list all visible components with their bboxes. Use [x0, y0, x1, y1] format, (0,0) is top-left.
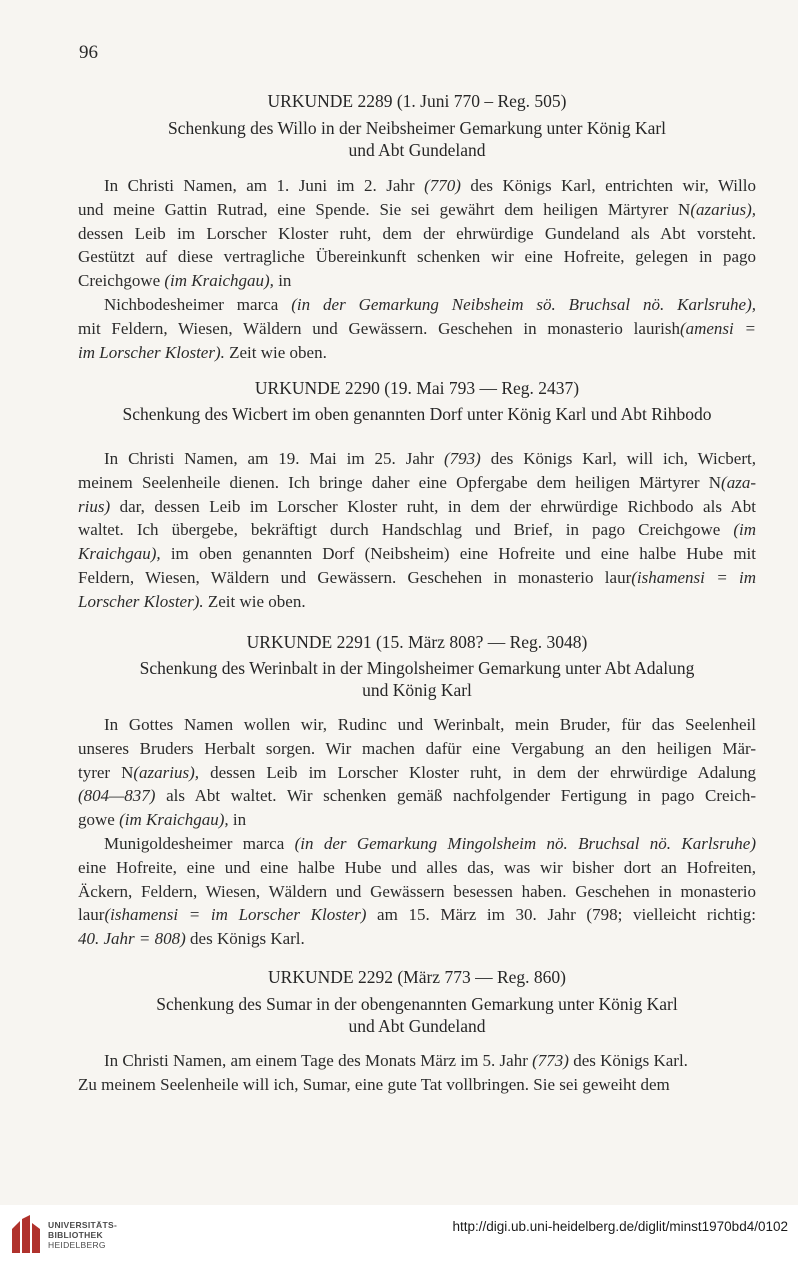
body-line	[78, 341, 756, 365]
italic-annotation: Kraichgau),	[78, 544, 161, 564]
line-text: am 15. März im 30. Jahr (798; vielleicht richtig:	[366, 905, 756, 925]
document-title: Schenkung des Werinbalt in der Mingolsheimer Gemarkung unter Abt Adalung	[139, 658, 695, 678]
document-body	[78, 1049, 756, 1097]
line-text: dessen Leib im Lorscher Kloster ruht, dem der ehrwürdige Gundeland als Abt vorsteht.	[78, 223, 756, 243]
line-text: Zeit wie oben.	[203, 591, 306, 611]
line-text: dessen Leib im Lorscher Kloster ruht, in dem der ehrwürdige Adalung	[199, 762, 756, 782]
line-text: dar, dessen Leib im Lorscher Kloster ruht, in dem der ehrwürdige Richbodo als Abt	[110, 496, 756, 516]
line-text: In Christi Namen, am 19. Mai im 25. Jahr	[104, 449, 444, 468]
italic-annotation: (im Kraichgau),	[164, 271, 274, 291]
library-name	[48, 1220, 117, 1250]
document-title: und Abt Gundeland	[348, 140, 486, 160]
body-line	[78, 903, 756, 927]
body-line	[78, 447, 756, 471]
italic-annotation: (amensi =	[679, 318, 756, 338]
line-text: in	[228, 810, 247, 830]
line-text: und meine Gattin Rutrad, eine Spende. Sie sei gewährt dem heiligen Märtyrer N	[78, 199, 691, 219]
line-text: Gestützt auf diese vertragliche Übereinkunft schenken wir eine Hofreite, gelegen in pago	[78, 247, 756, 267]
italic-annotation: (ishamensi = im Lorscher Kloster)	[104, 905, 367, 925]
body-line	[78, 1073, 756, 1097]
body-line	[78, 269, 756, 293]
document-heading: URKUNDE 2290 (19. Mai 793 — Reg. 2437)	[254, 378, 580, 398]
line-text: als Abt waltet. Wir schenken gemäß nachfolgender Fertigung in pago Creich-	[155, 786, 756, 806]
line-text: eine Hofreite, eine und eine halbe Hube und alles das, was wir bisher dort an Hofreiten,	[78, 857, 756, 877]
document-title: und Abt Gundeland	[348, 1016, 486, 1036]
line-text: mit Feldern, Wiesen, Wäldern und Gewässern. Geschehen in monasterio laurish	[78, 318, 680, 338]
body-line	[78, 1049, 756, 1073]
body-line	[78, 761, 756, 785]
italic-annotation: (im	[733, 520, 756, 540]
body-line	[78, 495, 756, 519]
line-text: des Königs Karl.	[568, 1051, 688, 1070]
body-line	[78, 737, 756, 761]
document-body	[78, 174, 756, 364]
line-text: in	[273, 271, 292, 291]
line-text: Munigoldesheimer marca	[104, 833, 295, 853]
line-text: unseres Bruders Herbalt sorgen. Wir machen dafür eine Vergabung an den heiligen Mär-	[78, 738, 756, 758]
body-line	[78, 293, 756, 317]
line-text: In Christi Namen, am 1. Juni im 2. Jahr	[104, 176, 425, 195]
body-line	[78, 713, 756, 737]
document-title: Schenkung des Wicbert im oben genannten Dorf unter König Karl und Abt Rihbodo	[122, 404, 712, 424]
body-line	[78, 245, 756, 269]
italic-annotation: (azarius),	[690, 199, 756, 219]
body-line	[78, 832, 756, 856]
document-body	[78, 447, 756, 614]
library-line-1: UNIVERSITÄTS-	[48, 1220, 118, 1230]
line-text: laur	[78, 905, 105, 925]
italic-annotation: 40. Jahr = 808)	[78, 929, 186, 949]
body-line	[78, 542, 756, 566]
document-heading: URKUNDE 2291 (15. März 808? — Reg. 3048)	[246, 632, 588, 652]
italic-annotation: im Lorscher Kloster).	[78, 342, 225, 362]
line-text: des Königs Karl.	[185, 929, 305, 949]
italic-annotation: (793)	[443, 449, 481, 468]
italic-annotation: (773)	[532, 1051, 569, 1070]
italic-annotation: (804—837)	[78, 786, 156, 806]
line-text: des Königs Karl, will ich, Wicbert,	[480, 449, 756, 468]
library-logo-icon[interactable]	[10, 1215, 44, 1255]
italic-annotation: (in der Gemarkung Mingolsheim nö. Bruchsal nö. Karlsruhe)	[294, 833, 756, 853]
body-line	[78, 566, 756, 590]
body-line	[78, 880, 756, 904]
italic-annotation: rius)	[78, 496, 111, 516]
line-text: im oben genannten Dorf (Neibsheim) eine Hofreite und eine halbe Hube mit	[160, 544, 756, 564]
body-line	[78, 518, 756, 542]
library-line-2: BIBLIOTHEK	[48, 1230, 103, 1240]
italic-annotation: (aza-	[721, 472, 756, 492]
italic-annotation: Lorscher Kloster).	[78, 591, 204, 611]
body-line	[78, 317, 756, 341]
page-number: 96	[79, 42, 98, 63]
italic-annotation: (in der Gemarkung Neibsheim sö. Bruchsal nö. Karlsruhe),	[291, 294, 756, 314]
line-text: Zu meinem Seelenheile will ich, Sumar, eine gute Tat vollbringen. Sie sei geweiht dem	[78, 1074, 670, 1094]
line-text: des Königs Karl, entrichten wir, Willo	[460, 176, 756, 195]
italic-annotation: (im Kraichgau),	[119, 810, 229, 830]
document-body	[78, 713, 756, 951]
footer-bar	[0, 1205, 798, 1264]
document-heading: URKUNDE 2292 (März 773 — Reg. 860)	[268, 967, 566, 987]
body-line	[78, 590, 756, 614]
line-text: In Gottes Namen wollen wir, Rudinc und Werinbalt, mein Bruder, für das Seelenheil	[104, 715, 756, 734]
body-line	[78, 222, 756, 246]
document-title: und König Karl	[362, 680, 472, 700]
line-text: Feldern, Wiesen, Wäldern und Gewässern. Geschehen in monasterio laur	[78, 567, 632, 587]
line-text: tyrer N	[78, 762, 134, 782]
line-text: Creichgowe	[78, 271, 165, 291]
line-text: gowe	[78, 810, 120, 830]
line-text: waltet. Ich übergebe, bekräftigt durch Handschlag und Brief, in pago Creichgowe	[78, 520, 734, 540]
line-text: meinem Seelenheile dienen. Ich bringe daher eine Opfergabe dem heiligen Märtyrer N	[78, 472, 722, 492]
body-line	[78, 471, 756, 495]
body-line	[78, 927, 756, 951]
line-text: Nichbodesheimer marca	[104, 294, 292, 314]
italic-annotation: (770)	[424, 176, 461, 195]
body-line	[78, 198, 756, 222]
line-text: Zeit wie oben.	[224, 342, 327, 362]
italic-annotation: (ishamensi = im	[631, 567, 756, 587]
body-line	[78, 784, 756, 808]
permalink-url[interactable]: http://digi.ub.uni-heidelberg.de/diglit/minst1970bd4/0102	[452, 1219, 788, 1234]
body-line	[78, 808, 756, 832]
body-line	[78, 174, 756, 198]
document-heading: URKUNDE 2289 (1. Juni 770 – Reg. 505)	[267, 91, 567, 111]
document-title: Schenkung des Willo in der Neibsheimer Gemarkung unter König Karl	[167, 118, 667, 138]
library-line-3: HEIDELBERG	[48, 1240, 106, 1250]
line-text: Äckern, Feldern, Wiesen, Wäldern und Gewässern besessen haben. Geschehen in monasterio	[78, 881, 756, 901]
italic-annotation: (azarius),	[133, 762, 200, 782]
line-text: In Christi Namen, am einem Tage des Monats März im 5. Jahr	[104, 1051, 533, 1070]
document-title: Schenkung des Sumar in der obengenannten Gemarkung unter König Karl	[156, 994, 678, 1014]
body-line	[78, 856, 756, 880]
